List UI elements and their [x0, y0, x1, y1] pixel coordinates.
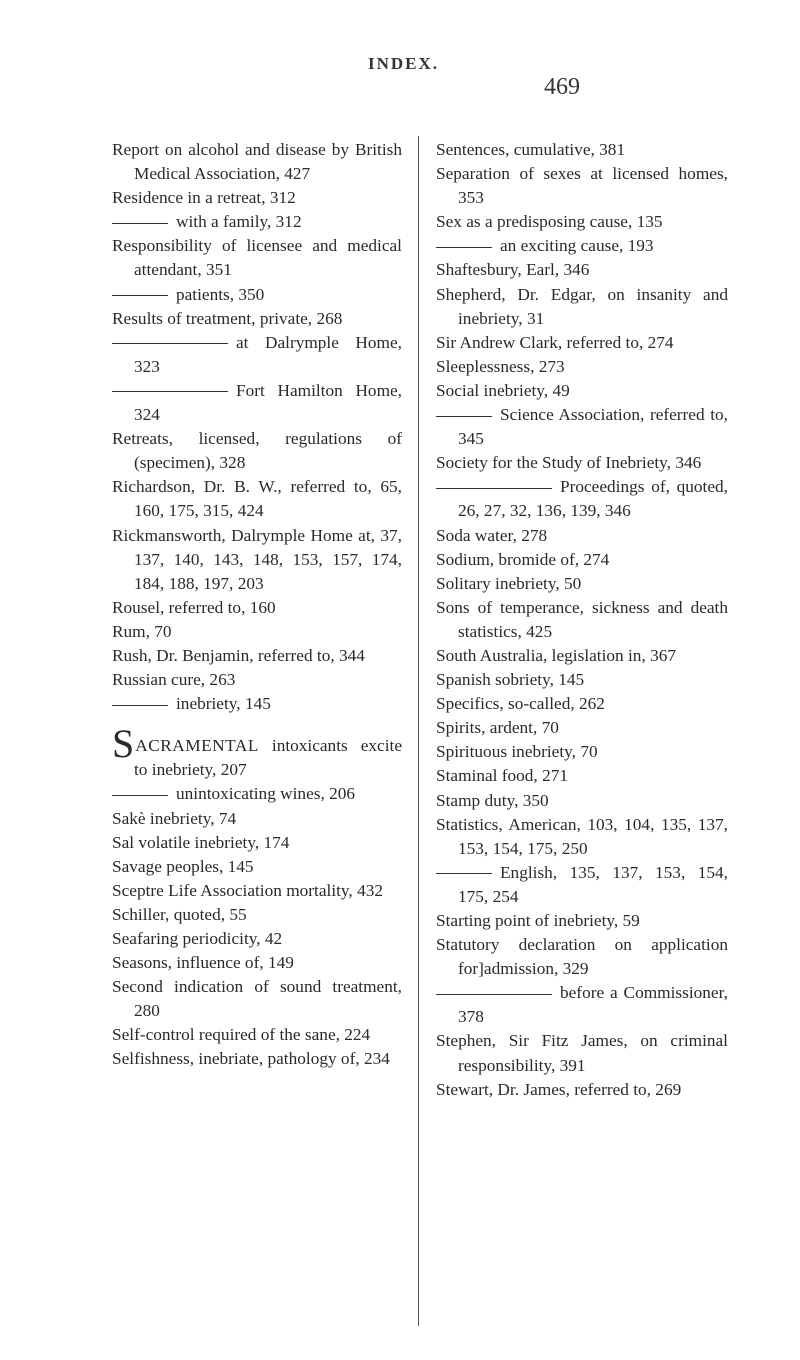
index-entry: [436, 548, 728, 572]
index-entry: [112, 668, 402, 692]
entry-text: Rousel, referred to, 160: [112, 597, 276, 617]
entry-caps: ACRAMENTAL: [135, 736, 259, 756]
entry-text: Responsibility of licensee and medical attendant, 351: [112, 236, 402, 280]
index-entry: [436, 668, 728, 692]
index-entry: [436, 355, 728, 379]
index-entry: [436, 572, 728, 596]
entry-text: Rush, Dr. Benjamin, referred to, 344: [112, 645, 365, 665]
entry-text: Stamp duty, 350: [436, 790, 549, 810]
index-entry: [112, 807, 402, 831]
index-entry: [436, 716, 728, 740]
index-entry: [436, 861, 728, 909]
entry-text: unintoxicating wines, 206: [176, 784, 356, 804]
index-entry: [436, 258, 728, 282]
entry-text: Staminal food, 271: [436, 766, 568, 786]
entry-text: Starting point of inebriety, 59: [436, 911, 640, 930]
ditto-dash: [112, 223, 168, 224]
entry-text: South Australia, legislation in, 367: [436, 645, 677, 665]
index-entry: [436, 379, 728, 403]
index-entry: [436, 692, 728, 716]
entry-text: Selfishness, inebriate, pathology of, 234: [112, 1049, 390, 1069]
drop-cap: S: [112, 721, 135, 767]
entry-text: Soda water, 278: [436, 525, 548, 545]
index-entry: [436, 162, 728, 210]
index-entry: [436, 909, 728, 933]
index-entry: [436, 813, 728, 861]
page-title: INDEX.: [368, 54, 440, 73]
index-entry: [112, 138, 402, 186]
index-entry: [112, 283, 402, 307]
index-entry: [436, 283, 728, 331]
entry-text: an exciting cause, 193: [500, 236, 654, 256]
index-entry: [436, 1029, 728, 1077]
index-entry: [112, 427, 402, 475]
index-entry: [112, 596, 402, 620]
entry-text: Stephen, Sir Fitz James, on criminal responsibility, 391: [436, 1031, 728, 1075]
entry-text: Rum, 70: [112, 621, 172, 641]
index-entry: [436, 740, 728, 764]
entry-text: Society for the Study of Inebriety, 346: [436, 453, 702, 473]
entry-text: Retreats, licensed, regulations of (specimen), 328: [112, 429, 402, 473]
index-entry: [436, 1078, 728, 1102]
index-entry: [112, 186, 402, 210]
ditto-dash: [436, 247, 492, 248]
index-entry: [436, 210, 728, 234]
entry-text: Sal volatile inebriety, 174: [112, 832, 290, 852]
entry-text: Russian cure, 263: [112, 670, 236, 690]
entry-text: Sir Andrew Clark, referred to, 274: [436, 332, 674, 352]
index-entry: [112, 831, 402, 855]
index-entry: [112, 644, 402, 668]
entry-text: English, 135, 137, 153, 154, 175, 254: [458, 862, 728, 906]
entry-text: before a Commissioner, 378: [458, 983, 728, 1027]
index-entry: [112, 210, 402, 234]
entry-text: Results of treatment, private, 268: [112, 308, 343, 328]
index-entry: [112, 879, 402, 903]
column-divider: [418, 136, 419, 1326]
entry-text: Stewart, Dr. James, referred to, 269: [436, 1079, 682, 1099]
index-entry: [112, 782, 402, 806]
ditto-dash: [436, 416, 492, 417]
index-entry: [112, 1023, 402, 1047]
entry-text: Report on alcohol and disease by British Medical Association, 427: [112, 140, 402, 184]
entry-text: Richardson, Dr. B. W., referred to, 65, 160, 175, 315, 424: [112, 477, 402, 521]
index-column-left: [112, 138, 402, 1072]
index-entry: [112, 721, 402, 782]
entry-text: Sentences, cumulative, 381: [436, 140, 626, 159]
ditto-dash: [112, 391, 228, 392]
entry-text: at Dalrymple Home, 323: [134, 332, 402, 376]
ditto-dash: [436, 994, 552, 995]
index-entry: [112, 692, 402, 716]
entry-text: Rickmansworth, Dalrymple Home at, 37, 137, 140, 143, 148, 153, 157, 174, 184, 188, 197, 203: [112, 525, 402, 593]
entry-text: Sleeplessness, 273: [436, 356, 565, 376]
ditto-dash: [112, 795, 168, 796]
entry-text: Sodium, bromide of, 274: [436, 549, 610, 569]
entry-text: Sons of temperance, sickness and death statistics, 425: [436, 597, 728, 641]
entry-text: Fort Hamilton Home, 324: [134, 380, 402, 425]
entry-text: Shaftesbury, Earl, 346: [436, 260, 590, 280]
ditto-dash: [112, 343, 228, 344]
index-entry: [436, 475, 728, 523]
entry-text: Seasons, influence of, 149: [112, 953, 294, 973]
index-entry: [112, 927, 402, 951]
entry-text: Separation of sexes at licensed homes, 353: [436, 164, 728, 208]
entry-text: Seafaring periodicity, 42: [112, 929, 283, 948]
entry-text: Spanish sobriety, 145: [436, 670, 585, 690]
index-entry: [112, 1047, 402, 1071]
ditto-dash: [112, 295, 168, 296]
index-entry: [112, 855, 402, 879]
entry-text: Second indication of sound treatment, 280: [112, 977, 402, 1021]
entry-text: patients, 350: [176, 284, 265, 304]
index-entry: [112, 307, 402, 331]
entry-text: Spirits, ardent, 70: [436, 718, 559, 738]
index-entry: [112, 331, 402, 379]
index-entry: [436, 234, 728, 258]
page-number: 469: [544, 74, 580, 100]
index-entry: [112, 524, 402, 596]
section-gap: [112, 716, 402, 734]
entry-text: Specifics, so-called, 262: [436, 694, 605, 714]
ditto-dash: [436, 488, 552, 489]
entry-text: Science Association, referred to, 345: [458, 405, 728, 449]
entry-text: Social inebriety, 49: [436, 380, 570, 400]
index-entry: [112, 379, 402, 427]
entry-text: intoxicants excite to inebriety, 207: [134, 736, 402, 780]
index-entry: [112, 475, 402, 523]
entry-text: Statutory declaration on application for]admission, 329: [436, 935, 728, 979]
entry-text: inebriety, 145: [176, 694, 271, 714]
index-entry: [436, 789, 728, 813]
index-entry: [436, 596, 728, 644]
entry-text: Schiller, quoted, 55: [112, 904, 247, 924]
index-entry: [112, 903, 402, 927]
entry-text: Sex as a predisposing cause, 135: [436, 212, 663, 232]
entry-text: Residence in a retreat, 312: [112, 188, 296, 208]
entry-text: with a family, 312: [176, 212, 302, 232]
index-entry: [436, 451, 728, 475]
index-entry: [436, 331, 728, 355]
ditto-dash: [436, 873, 492, 874]
entry-text: Solitary inebriety, 50: [436, 573, 582, 593]
index-entry: [112, 975, 402, 1023]
entry-text: Proceedings of, quoted, 26, 27, 32, 136, 139, 346: [458, 477, 728, 521]
index-entry: [436, 138, 728, 162]
entry-text: Spirituous inebriety, 70: [436, 742, 598, 762]
entry-text: Self-control required of the sane, 224: [112, 1025, 371, 1045]
index-entry: [436, 403, 728, 451]
entry-text: Sceptre Life Association mortality, 432: [112, 880, 383, 900]
index-entry: [436, 644, 728, 668]
entry-text: Savage peoples, 145: [112, 856, 254, 876]
index-entry: [112, 620, 402, 644]
index-entry: [436, 933, 728, 981]
index-column-right: [436, 138, 728, 1102]
index-entry: [112, 951, 402, 975]
ditto-dash: [112, 705, 168, 706]
entry-text: Sakè inebriety, 74: [112, 808, 237, 828]
entry-text: Statistics, American, 103, 104, 135, 137, 153, 154, 175, 250: [436, 814, 728, 858]
index-entry: [436, 524, 728, 548]
index-entry: [112, 234, 402, 282]
entry-text: Shepherd, Dr. Edgar, on insanity and inebriety, 31: [436, 284, 728, 328]
index-entry: [436, 764, 728, 788]
index-entry: [436, 981, 728, 1029]
